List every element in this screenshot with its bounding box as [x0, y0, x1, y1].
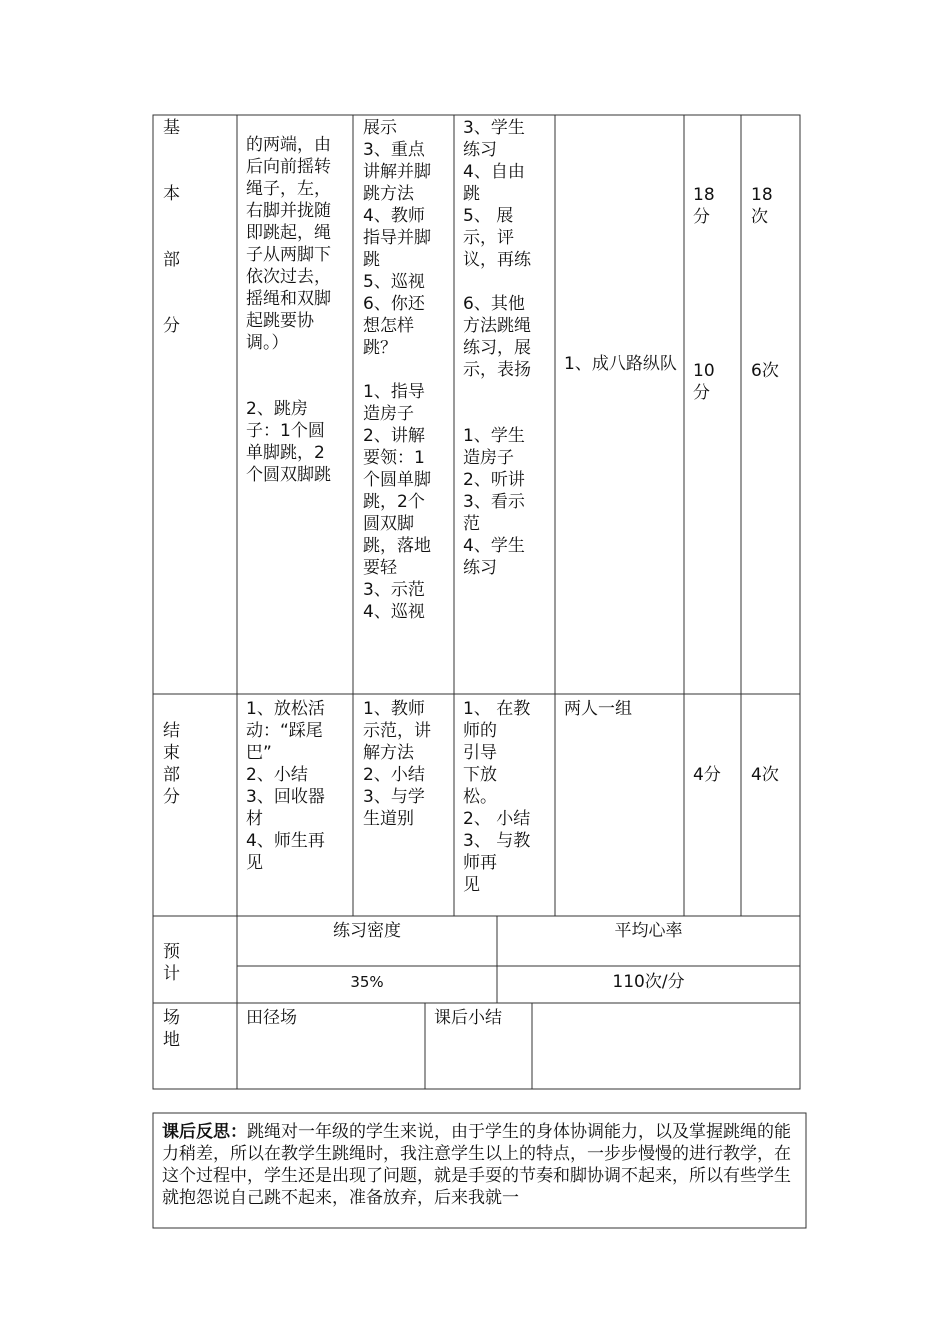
cell-line: 3、回收器: [246, 787, 325, 807]
cell-line: 巴”: [246, 743, 272, 763]
cell-line: 单脚跳，2: [246, 443, 325, 463]
main-content-cell: [246, 134, 348, 486]
forecast-label-char: 预: [163, 942, 180, 962]
cell-line: 示，表扬: [463, 360, 531, 380]
cell-line: 2、跳房: [246, 399, 308, 419]
cell-line: 2、小结: [246, 765, 308, 785]
end-organization: 两人一组: [564, 699, 632, 719]
cell-line: 动：“踩尾: [246, 721, 323, 741]
cell-line: 的两端，由: [246, 135, 331, 155]
cell-line: 4、教师: [363, 206, 425, 226]
reflection-heading: 课后反思：: [162, 1122, 247, 1142]
cell-line: [246, 376, 348, 398]
main-label-char: 本: [163, 184, 180, 204]
cell-line: 绳子，左，: [246, 179, 331, 199]
main-count-2: 6次: [751, 361, 779, 381]
cell-line: 即跳起，绳: [246, 223, 331, 243]
cell-line: 4、学生: [463, 536, 525, 556]
cell-line: 2、讲解: [363, 426, 425, 446]
cell-line: 4、师生再: [246, 831, 325, 851]
cell-line: 讲解并脚: [363, 162, 431, 182]
cell-line: 个圆单脚: [363, 470, 431, 490]
cell-line: 材: [246, 809, 263, 829]
cell-line: 下放: [463, 765, 497, 785]
cell-line: 1、教师: [363, 699, 425, 719]
venue-label-char: 场: [163, 1008, 180, 1028]
cell-line: 议，再练: [463, 250, 531, 270]
cell-line: 引导: [463, 743, 497, 763]
cell-line: 2、听讲: [463, 470, 525, 490]
forecast-label-char: 计: [163, 964, 180, 984]
cell-line: 3、 与教: [463, 831, 531, 851]
forecast-label: [163, 941, 193, 985]
end-label-char: 分: [163, 787, 180, 807]
end-content-cell: [246, 698, 348, 874]
cell-line: 圆双脚: [363, 514, 414, 534]
cell-line: 师的: [463, 721, 497, 741]
cell-line: 后向前摇转: [246, 157, 331, 177]
cell-line: 跳方法: [363, 184, 414, 204]
cell-line: 见: [463, 875, 480, 895]
venue-label-char: 地: [163, 1030, 180, 1050]
cell-line: 右脚并拢随: [246, 201, 331, 221]
cell-line: 跳？: [363, 338, 397, 358]
cell-line: 5、巡视: [363, 272, 425, 292]
summary-label: 课后小结: [434, 1008, 502, 1028]
end-label-char: 束: [163, 743, 180, 763]
cell-line: 练习: [463, 558, 497, 578]
cell-line: 生道别: [363, 809, 414, 829]
cell-line: 跳: [363, 250, 380, 270]
cell-line: 2、小结: [363, 765, 425, 785]
cell-line: 1、 在教: [463, 699, 531, 719]
cell-line: 跳，落地: [363, 536, 431, 556]
cell-line: 2、 小结: [463, 809, 531, 829]
main-count-1: 18次: [751, 185, 773, 227]
main-organization: 1、成八路纵队: [564, 354, 677, 374]
venue-value: 田径场: [246, 1008, 297, 1028]
cell-line: 3、学生: [463, 118, 525, 138]
cell-line: 6、你还: [363, 294, 425, 314]
end-label-char: 部: [163, 765, 180, 785]
cell-line: 造房子: [363, 404, 414, 424]
end-count: 4次: [751, 765, 779, 785]
main-teacher-cell: [363, 117, 449, 623]
venue-label: [163, 1007, 193, 1051]
cell-line: 练习，展: [463, 338, 531, 358]
cell-line: 1、学生: [463, 426, 525, 446]
cell-line: 展示: [363, 118, 397, 138]
cell-line: 4、巡视: [363, 602, 425, 622]
end-label-char: 结: [163, 721, 180, 741]
cell-line: 5、 展: [463, 206, 514, 226]
cell-line: [363, 359, 449, 381]
cell-line: 想怎样: [363, 316, 414, 336]
cell-line: 3、示范: [363, 580, 425, 600]
cell-line: 4、自由: [463, 162, 525, 182]
cell-line: [463, 403, 549, 425]
main-label-char: 分: [163, 316, 180, 336]
main-time-2: 10分: [693, 361, 715, 403]
heart-rate-header: 平均心率: [614, 921, 683, 941]
cell-line: 方法跳绳: [463, 316, 531, 336]
cell-line: 依次过去，: [246, 267, 331, 287]
main-student-cell: [463, 117, 549, 579]
cell-line: 跳，2个: [363, 492, 425, 512]
cell-line: [463, 271, 549, 293]
heart-rate-value: 110次/分: [612, 972, 685, 992]
cell-line: 示范，讲: [363, 721, 431, 741]
cell-line: 范: [463, 514, 480, 534]
cell-line: 松。: [463, 787, 497, 807]
density-value: 35%: [350, 973, 384, 991]
cell-line: 师再: [463, 853, 497, 873]
cell-line: 1、指导: [363, 382, 425, 402]
main-section-label: [163, 117, 193, 337]
cell-line: 3、看示: [463, 492, 525, 512]
cell-line: 调。）: [246, 333, 289, 353]
cell-line: 1、放松活: [246, 699, 325, 719]
cell-line: 造房子: [463, 448, 514, 468]
cell-line: [463, 381, 549, 403]
cell-line: 指导并脚: [363, 228, 431, 248]
cell-line: 示，评: [463, 228, 514, 248]
cell-line: 要领：1: [363, 448, 425, 468]
cell-line: 子从两脚下: [246, 245, 331, 265]
cell-line: 要轻: [363, 558, 397, 578]
cell-line: 个圆双脚跳: [246, 465, 331, 485]
cell-line: 见: [246, 853, 263, 873]
cell-line: 跳: [463, 184, 480, 204]
end-teacher-cell: [363, 698, 449, 830]
cell-line: 子：1个圆: [246, 421, 325, 441]
cell-line: 3、与学: [363, 787, 425, 807]
main-label-char: 基: [163, 118, 180, 138]
cell-line: 练习: [463, 140, 497, 160]
cell-line: 起跳要协: [246, 311, 314, 331]
cell-line: 解方法: [363, 743, 414, 763]
density-header: 练习密度: [333, 921, 401, 941]
main-time-1: 18分: [693, 185, 715, 227]
cell-line: [246, 354, 348, 376]
end-section-label: [163, 720, 193, 808]
reflection-block: [162, 1121, 798, 1209]
cell-line: 3、重点: [363, 140, 425, 160]
end-time: 4分: [693, 765, 721, 785]
main-label-char: 部: [163, 250, 180, 270]
cell-line: 摇绳和双脚: [246, 289, 331, 309]
cell-line: 6、其他: [463, 294, 525, 314]
end-student-cell: [463, 698, 549, 896]
reflection-text: 跳绳对一年级的学生来说，由于学生的身体协调能力，以及掌握跳绳的能力稍差，所以在教学生跳绳时，我注意学生以上的特点，一步步慢慢的进行教学，在这个过程中，学生还是出现了问题，就是手耍的节奏和脚协调不起来，所以有些学生就抱怨说自己跳不起来，准备放弃，后来我就一: [162, 1122, 791, 1208]
